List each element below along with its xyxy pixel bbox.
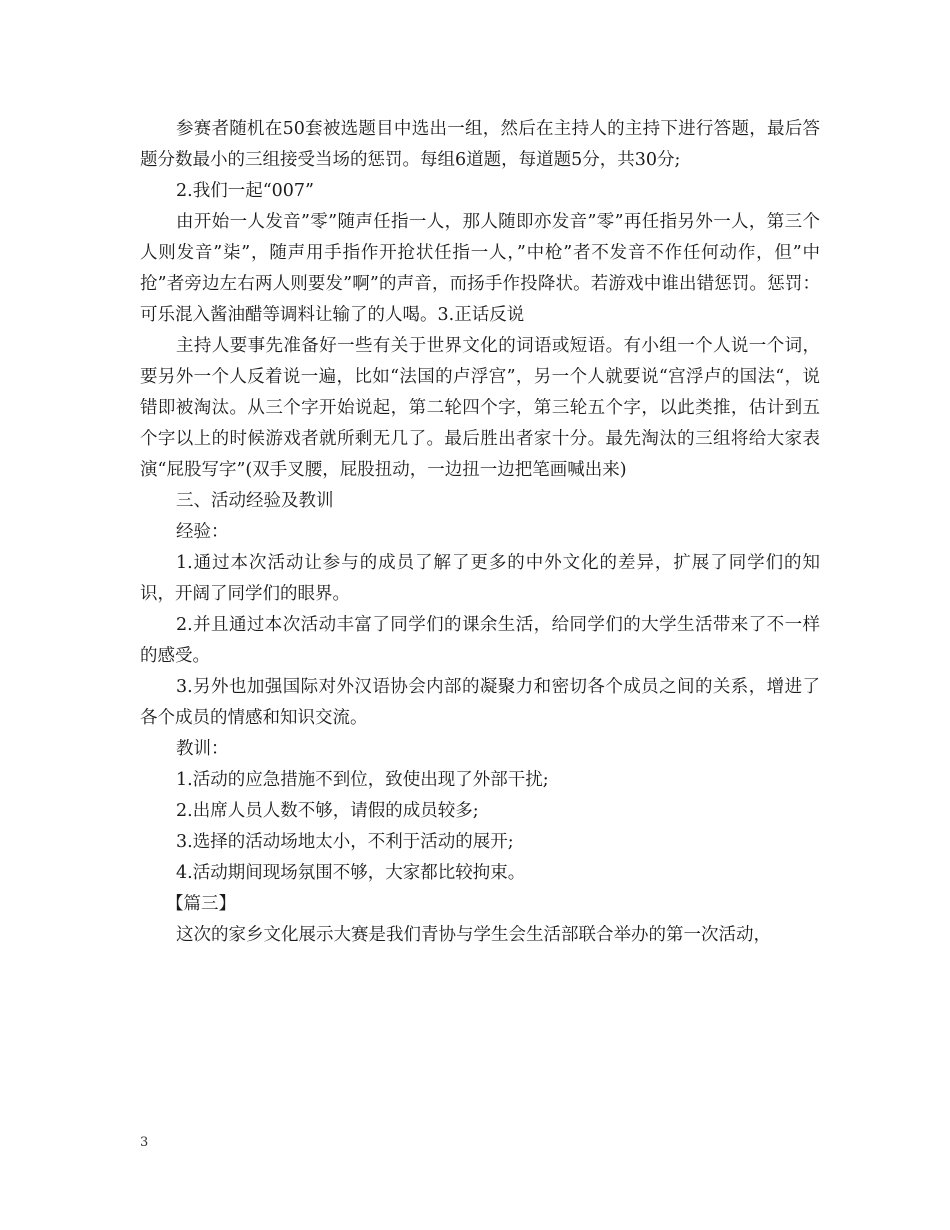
paragraph-reverse-words: 主持人要事先准备好一些有关于世界文化的词语或短语。有小组一个人说一个词，要另外一个人反着说一遍，比如“法国的卢浮宫”，另一个人就要说“宫浮卢的国法“，说错即被淘汰。从三个字开始说起，第二轮四个字，第三轮五个字，以此类推，估计到五个字以上的时候游戏者就所剩无几了。最后胜出者家十分。最先淘汰的三组将给大家表演“屁股写字”(双手叉腰，屁股扭动，一边扭一边把笔画喊出来) <box>140 336 820 480</box>
paragraph-007-rules: 由开始一人发音”零”随声任指一人，那人随即亦发音”零”再任指另外一人，第三个人则发音”柒”，随声用手指作开抢状任指一人，”中枪”者不发音不作任何动作，但”中抢”者旁边左右两人则要发”啊”的声音，而扬手作投降状。若游戏中谁出错惩罚。惩罚：可乐混入酱油醋等调料让输了的人喝。3.正话反说 <box>140 212 820 325</box>
paragraph-quiz-rules: 参赛者随机在50套被选题目中选出一组，然后在主持人的主持下进行答题，最后答题分数最小的三组接受当场的惩罚。每组6道题，每道题5分，共30分; <box>140 119 820 170</box>
heading-lessons: 教训： <box>176 739 229 759</box>
section-heading-part-three: 【篇三】 <box>166 894 236 914</box>
lesson-item-4: 4.活动期间现场氛围不够，大家都比较拘束。 <box>176 863 526 883</box>
lesson-item-2: 2.出席人员人数不够，请假的成员较多; <box>176 801 479 821</box>
lesson-item-1: 1.活动的应急措施不到位，致使出现了外部干扰; <box>176 770 549 790</box>
heading-experience-lessons: 三、活动经验及教训 <box>176 491 334 511</box>
experience-item-1: 1.通过本次活动让参与的成员了解了更多的中外文化的差异，扩展了同学们的知识，开阔了同学们的眼界。 <box>140 553 820 604</box>
heading-experience: 经验： <box>176 522 229 542</box>
page-number: 3 <box>140 1135 149 1150</box>
experience-item-3: 3.另外也加强国际对外汉语协会内部的凝聚力和密切各个成员之间的关系，增进了各个成员的情感和知识交流。 <box>140 677 820 728</box>
paragraph-part-three-intro: 这次的家乡文化展示大赛是我们青协与学生会生活部联合举办的第一次活动， <box>176 925 771 945</box>
document-body <box>140 114 820 951</box>
heading-007-game: 2.我们一起“007” <box>176 181 314 201</box>
lesson-item-3: 3.选择的活动场地太小，不利于活动的展开; <box>176 832 514 852</box>
experience-item-2: 2.并且通过本次活动丰富了同学们的课余生活，给同学们的大学生活带来了不一样的感受。 <box>140 615 820 666</box>
